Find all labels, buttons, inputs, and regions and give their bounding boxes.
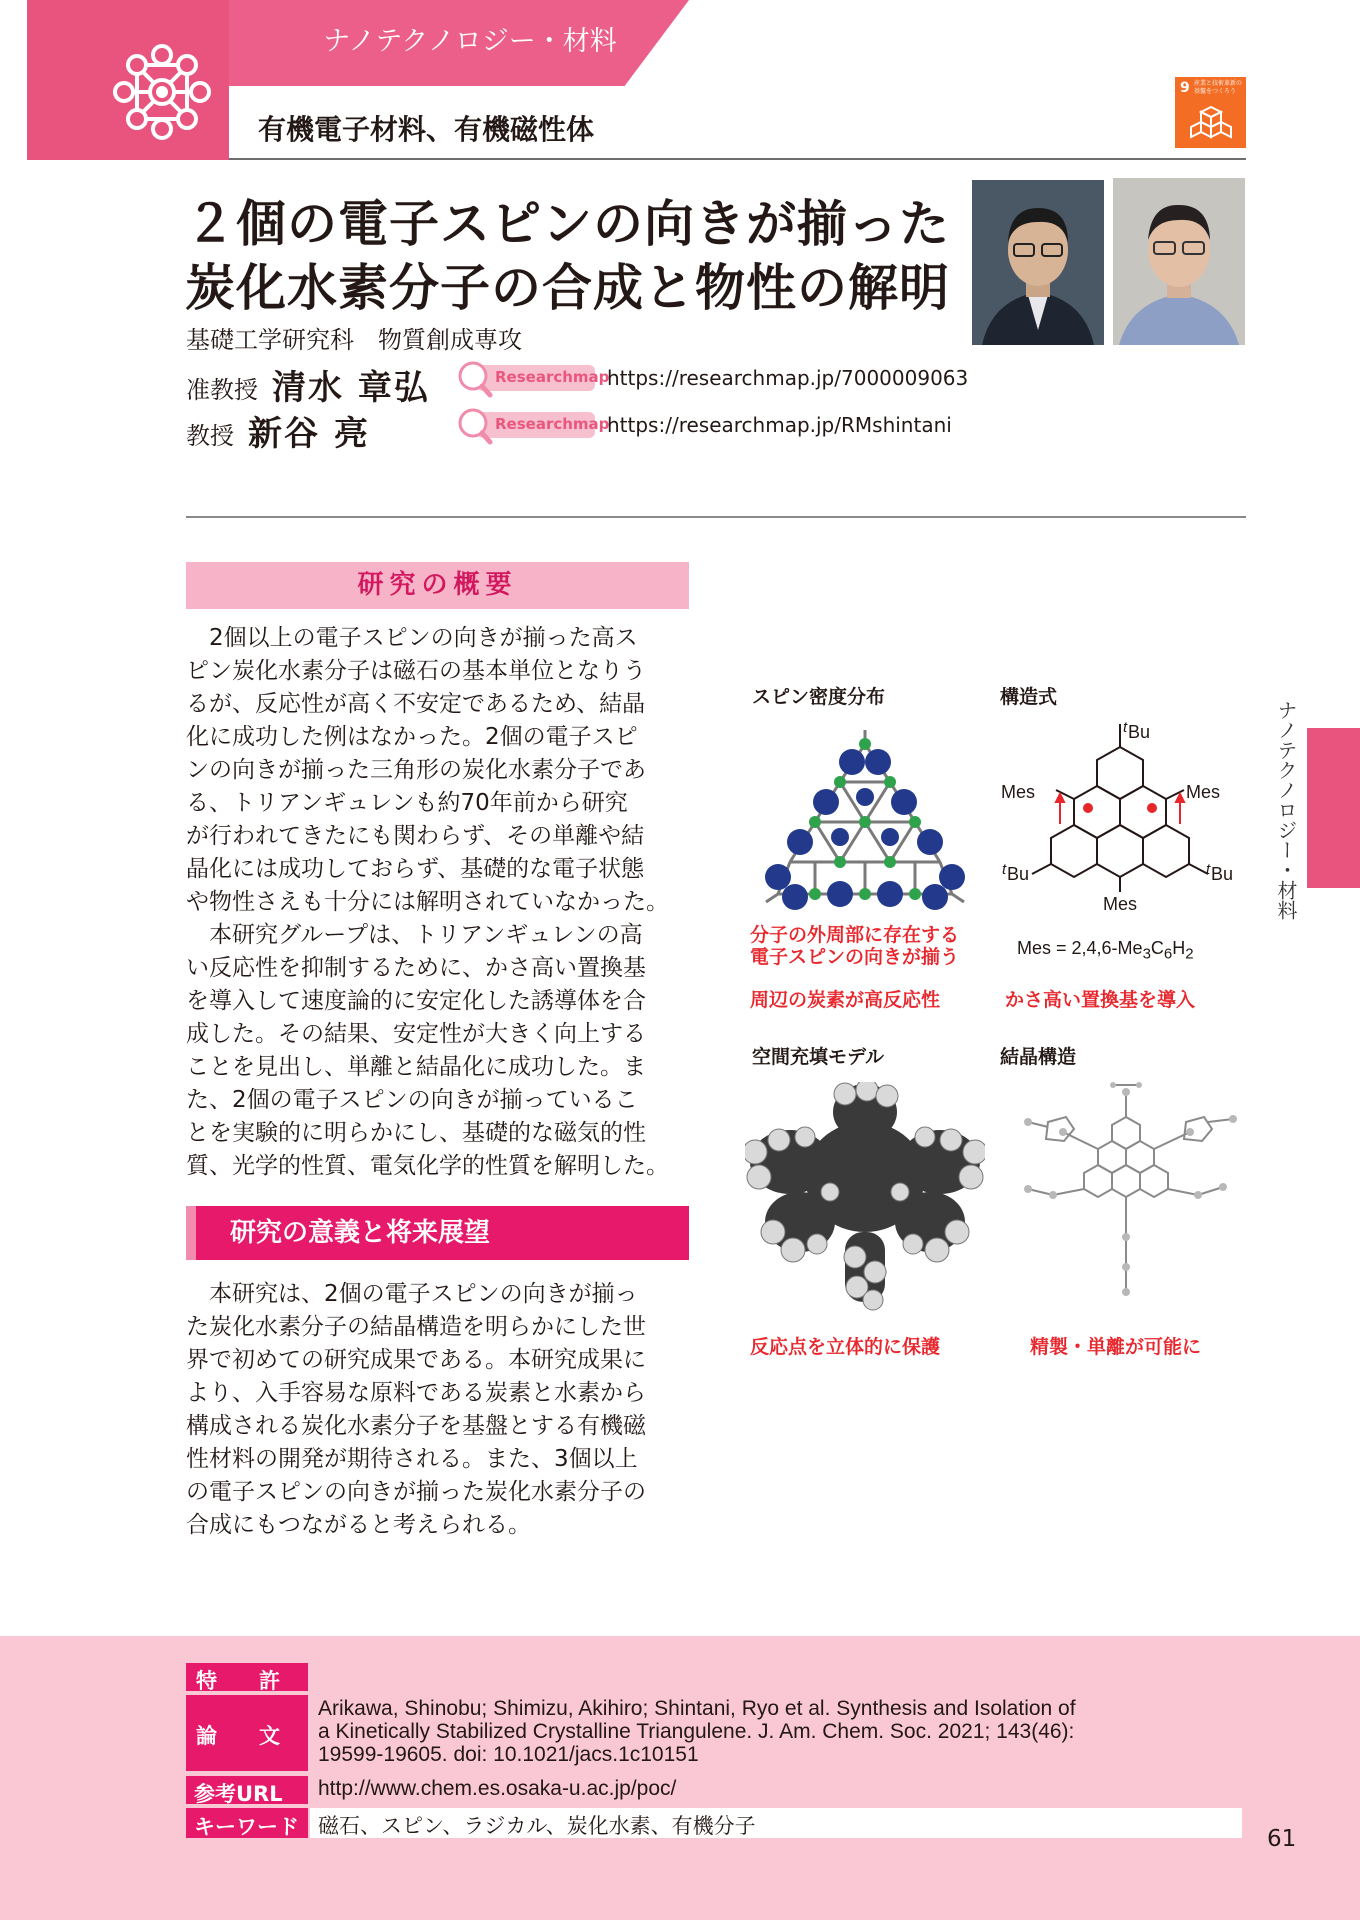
label-patent [186, 1663, 308, 1691]
side-category-label: ナノテクノロジー・材料 [1274, 700, 1298, 920]
tbu-prefix-top: t [1123, 719, 1128, 736]
label-keywords-text: キーワード [194, 1815, 299, 1839]
text-line: 2個以上の電子スピンの向きが揃った高ス [186, 625, 638, 651]
tbu-left: Bu [1007, 864, 1030, 884]
text-line: るが、反応性が高く不安定であるため、結晶 [186, 691, 646, 717]
text-line: ンの向きが揃った三角形の炭化水素分子であ [186, 757, 646, 783]
text-line: が行われてきたにも関わらず、その単離や結 [186, 823, 645, 849]
paper-citation [318, 1697, 1076, 1766]
mes-def-text: H [1172, 938, 1186, 958]
researcher-name: 清水 章弘 [272, 368, 430, 408]
article-title-line1: ２個の電子スピンの向きが揃った [185, 195, 950, 253]
section-heading-overview: 研究の概要 [357, 570, 518, 600]
researchmap-url[interactable]: https://researchmap.jp/RMshintani [607, 413, 952, 437]
text-line: 成した。その結果、安定性が大きく向上する [186, 1021, 646, 1047]
mes-left: Mes [1001, 782, 1036, 802]
article-title-line2: 炭化水素分子の合成と物性の解明 [185, 259, 950, 317]
structural-formula [1000, 702, 1240, 922]
substituent-caption: かさ高い置換基を導入 [1005, 989, 1196, 1011]
text-line: 本研究グループは、トリアンギュレンの高 [186, 922, 643, 948]
mes-right: Mes [1186, 782, 1221, 802]
spin-density-diagram [760, 722, 970, 912]
mes-def-sub: 6 [1163, 945, 1173, 963]
section-heading-accent [186, 1206, 196, 1260]
text-line: より、入手容易な原料である炭素と水素から [186, 1380, 646, 1406]
isolation-caption: 精製・単離が可能に [1030, 1336, 1202, 1358]
significance-body [186, 1278, 691, 1542]
text-line: 構成される炭化水素分子を基盤とする有機磁 [186, 1413, 646, 1439]
reference-url[interactable]: http://www.chem.es.osaka-u.ac.jp/poc/ [318, 1777, 677, 1800]
crystal-structure [1008, 1077, 1243, 1317]
nanotech-icon [27, 0, 229, 160]
sdg-number: 9 [1180, 80, 1190, 96]
researchmap-link[interactable] [455, 358, 610, 400]
research-field: 有機電子材料、有機磁性体 [258, 113, 595, 146]
affiliation: 基礎工学研究科 物質創成専攻 [186, 326, 522, 354]
research-figure [740, 672, 1245, 1362]
caption-line: 分子の外周部に存在する [750, 924, 960, 946]
label-keywords [186, 1808, 308, 1838]
tbu-prefix-left: t [1002, 861, 1007, 878]
side-tab [1307, 728, 1360, 888]
text-line: の電子スピンの向きが揃った炭化水素分子の [186, 1479, 646, 1505]
text-line: 性材料の開発が期待される。また、3個以上 [186, 1446, 638, 1472]
text-line: い反応性を抑制するために、かさ高い置換基 [186, 955, 646, 981]
text-line: とを実験的に明らかにし、基礎的な磁気的性 [186, 1120, 646, 1146]
text-line: 晶化には成功しておらず、基礎的な電子状態 [186, 856, 645, 882]
label-paper [186, 1695, 308, 1771]
researchmap-badge-label: Researchmap [495, 415, 610, 433]
mes-def-text: C [1150, 938, 1164, 958]
text-line: 本研究は、2個の電子スピンの向きが揃っ [186, 1281, 638, 1307]
text-line: た、2個の電子スピンの向きが揃っているこ [186, 1087, 638, 1113]
tbu-right: Bu [1211, 864, 1234, 884]
mes-def-text: Mes = 2,4,6-Me [1017, 938, 1143, 958]
text-line: る、トリアンギュレンも約70年前から研究 [186, 790, 628, 816]
citation-line: 19599-19605. doi: 10.1021/jacs.1c10151 [318, 1743, 699, 1766]
category-label: ナノテクノロジー・材料 [323, 26, 617, 57]
mes-def-sub: 2 [1185, 945, 1194, 963]
researcher-photo-1 [972, 180, 1104, 345]
label-paper-text: 論 文 [196, 1724, 280, 1748]
header-divider [229, 158, 1246, 160]
fig-title-structure: 構造式 [1000, 686, 1058, 708]
researcher-photo-2 [1113, 178, 1245, 345]
text-line: 界で初めての研究成果である。本研究成果に [186, 1347, 646, 1373]
researcher-name: 新谷 亮 [248, 414, 370, 454]
text-line: や物性さえも十分には解明されていなかった。 [186, 889, 669, 915]
fig-title-spin-density: スピン密度分布 [752, 686, 886, 708]
mes-def-sub: 3 [1142, 945, 1151, 963]
label-url-text: 参考URL [194, 1782, 283, 1806]
spin-density-caption [750, 924, 959, 968]
keywords: 磁石、スピン、ラジカル、炭化水素、有機分子 [318, 1814, 756, 1838]
text-line: 質、光学的性質、電気化学的性質を解明した。 [186, 1153, 669, 1179]
mes-definition [1017, 938, 1194, 963]
mes-bottom: Mes [1103, 894, 1138, 914]
researchmap-link[interactable] [455, 405, 610, 447]
caption-line: 電子スピンの向きが揃う [750, 946, 960, 968]
protection-caption: 反応点を立体的に保護 [750, 1336, 941, 1358]
tbu-prefix-right: t [1206, 861, 1211, 878]
page-number: 61 [1267, 1826, 1297, 1852]
text-line: 合成にもつながると考えられる。 [186, 1512, 531, 1538]
text-line: ことを見出し、単離と結晶化に成功した。ま [186, 1054, 646, 1080]
fig-title-crystal: 結晶構造 [1000, 1046, 1077, 1068]
citation-line: a Kinetically Stabilized Crystalline Triangulene. J. Am. Chem. Soc. 2021; 143(46): [318, 1720, 1075, 1743]
section-divider [186, 516, 1246, 518]
text-line: ピン炭化水素分子は磁石の基本単位となりう [186, 658, 646, 684]
fig-title-space-filling: 空間充填モデル [752, 1046, 885, 1068]
space-filling-model [745, 1082, 985, 1312]
text-line: を導入して速度論的に安定化した誘導体を合 [186, 988, 646, 1014]
researchmap-url[interactable]: https://researchmap.jp/7000009063 [607, 366, 969, 390]
overview-body [186, 622, 691, 1183]
citation-line: Arikawa, Shinobu; Shimizu, Akihiro; Shintani, Ryo et al. Synthesis and Isolation of [318, 1697, 1076, 1720]
text-line: 化に成功した例はなかった。2個の電子スピ [186, 724, 638, 750]
researcher-role: 教授 [186, 422, 234, 450]
reactivity-caption: 周辺の炭素が高反応性 [750, 989, 941, 1011]
researcher-role: 准教授 [186, 376, 258, 404]
category-icon-block [27, 0, 229, 160]
sdg-text: 産業と技術革新の基盤をつくろう [1194, 80, 1243, 95]
text-line: た炭化水素分子の結晶構造を明らかにした世 [186, 1314, 646, 1340]
researchmap-badge-label: Researchmap [495, 368, 610, 386]
section-heading-significance: 研究の意義と将来展望 [230, 1218, 491, 1248]
tbu-top: Bu [1128, 722, 1151, 742]
label-url [186, 1776, 308, 1804]
label-patent-text: 特 許 [196, 1669, 280, 1693]
